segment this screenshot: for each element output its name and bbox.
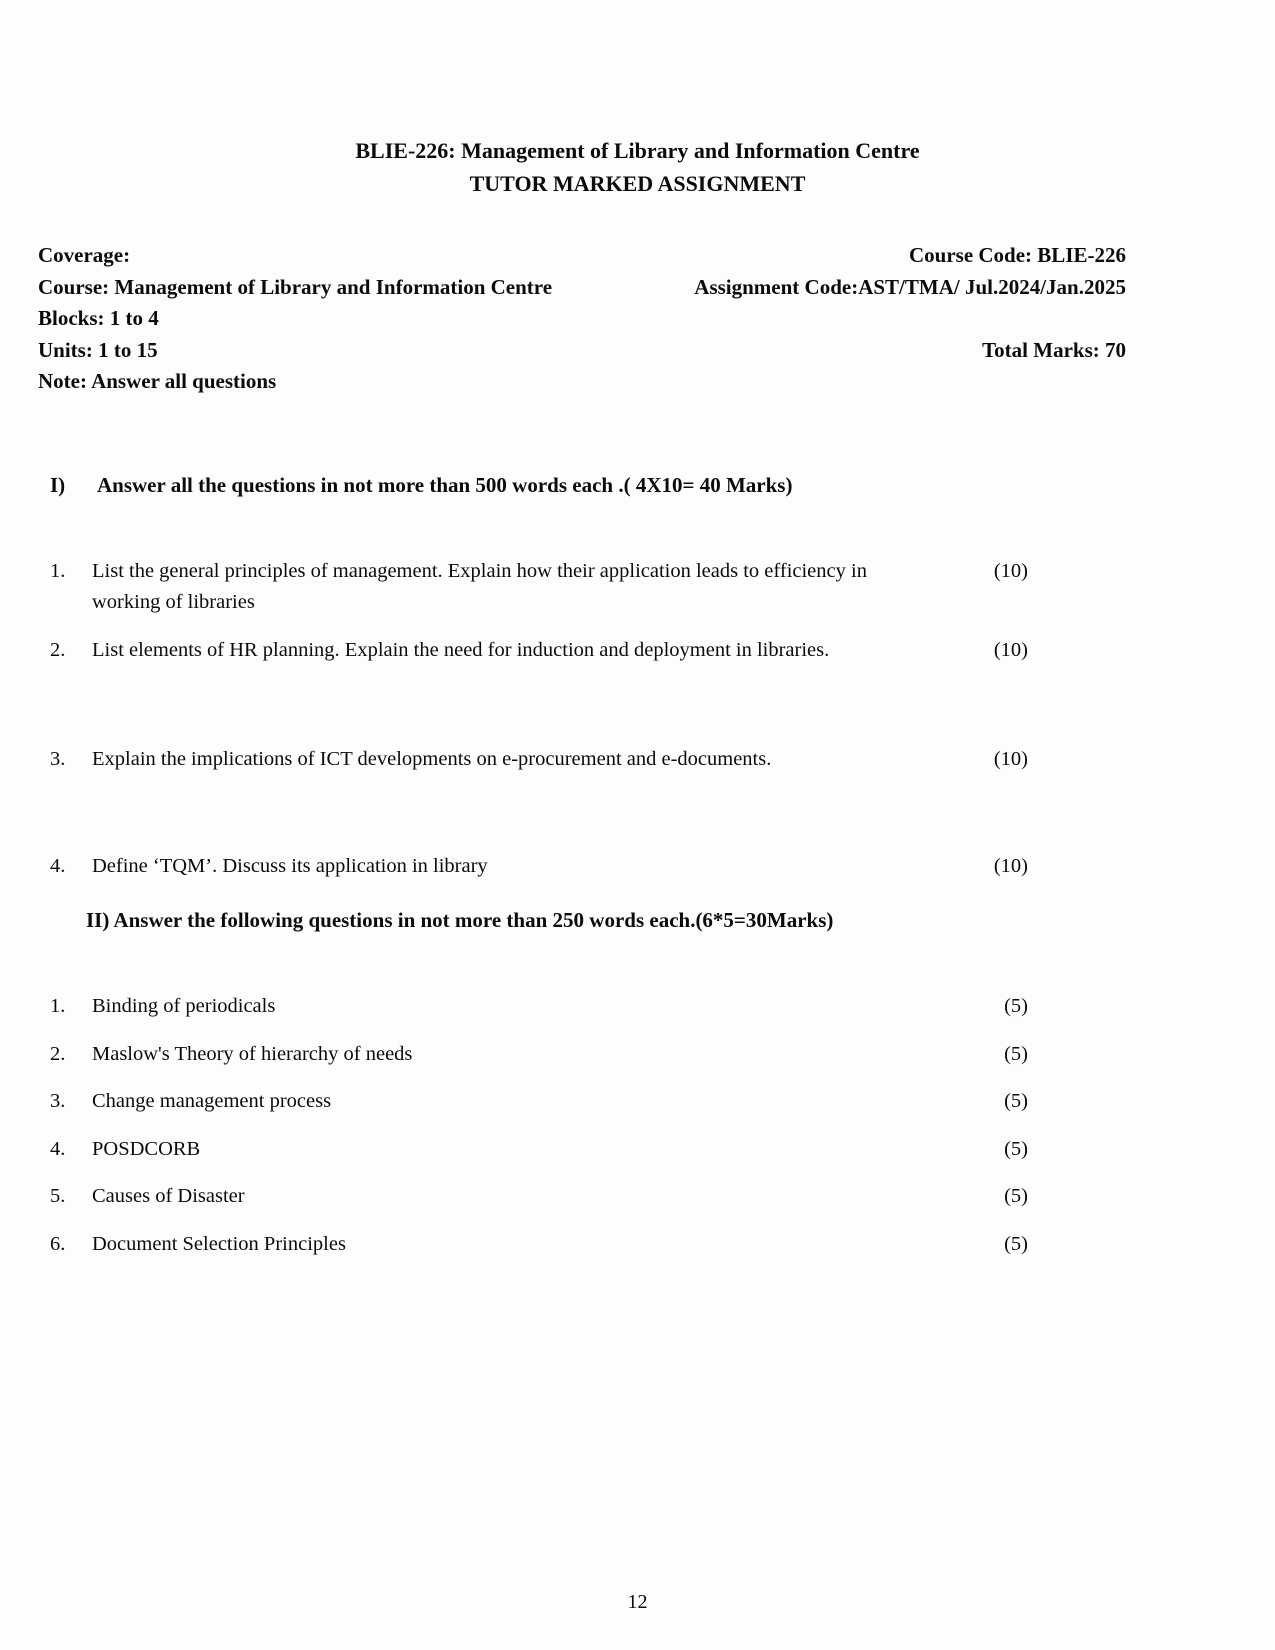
question-number: 3. bbox=[50, 1090, 66, 1112]
question-number: 1. bbox=[50, 995, 66, 1017]
question-row bbox=[50, 1090, 1028, 1138]
question-text: Maslow's Theory of hierarchy of needs bbox=[92, 1042, 413, 1065]
question-text: Explain the implications of ICT developments on e-procurement and e-documents. bbox=[92, 748, 772, 770]
question-row bbox=[50, 1185, 1028, 1233]
question-marks: (10) bbox=[993, 748, 1028, 770]
question-text: List elements of HR planning. Explain the need for induction and deployment in libraries. bbox=[92, 639, 830, 661]
question-number: 6. bbox=[50, 1232, 66, 1255]
meta-row-coverage bbox=[38, 240, 1126, 272]
assignment-type-line: TUTOR MARKED ASSIGNMENT bbox=[469, 171, 806, 196]
question-row bbox=[50, 1233, 1028, 1281]
coverage-label: Coverage: bbox=[38, 243, 131, 267]
question-row bbox=[50, 1138, 1028, 1186]
section1-heading-text: Answer all the questions in not more than 500 words each .( 4X10= 40 Marks) bbox=[97, 473, 793, 497]
question-number: 3. bbox=[50, 748, 66, 770]
assignment-code: Assignment Code:AST/TMA/ Jul.2024/Jan.2025 bbox=[694, 274, 1126, 299]
total-marks: Total Marks: 70 bbox=[982, 337, 1126, 362]
section1-numeral: I) bbox=[50, 473, 66, 497]
assignment-meta-block bbox=[38, 240, 1126, 398]
section1-heading bbox=[50, 472, 1028, 498]
question-text: Binding of periodicals bbox=[92, 995, 276, 1017]
question-number: 4. bbox=[50, 855, 66, 877]
question-marks: (10) bbox=[993, 855, 1028, 877]
question-marks: (5) bbox=[1004, 1232, 1028, 1255]
question-row bbox=[50, 635, 1028, 666]
page-number: 12 bbox=[627, 1591, 648, 1613]
question-marks: (5) bbox=[1004, 995, 1028, 1017]
question-marks: (10) bbox=[993, 639, 1028, 661]
document-title bbox=[0, 134, 1275, 200]
question-number: 1. bbox=[50, 560, 66, 582]
question-row bbox=[50, 851, 1028, 882]
course-code: Course Code: BLIE-226 bbox=[908, 243, 1126, 267]
section2-question-list bbox=[50, 995, 1028, 1280]
blocks-range: Blocks: 1 to 4 bbox=[38, 306, 159, 330]
question-number: 2. bbox=[50, 1042, 66, 1065]
question-text: POSDCORB bbox=[92, 1137, 201, 1160]
question-marks: (5) bbox=[1004, 1185, 1028, 1207]
question-row bbox=[50, 744, 1028, 775]
meta-row-units bbox=[38, 335, 1126, 367]
question-row bbox=[50, 556, 1028, 618]
question-marks: (10) bbox=[993, 560, 1028, 582]
course-name: Course: Management of Library and Information Centre bbox=[38, 274, 553, 299]
question-marks: (5) bbox=[1004, 1090, 1028, 1112]
question-marks: (5) bbox=[1004, 1137, 1028, 1160]
question-marks: (5) bbox=[1004, 1042, 1028, 1065]
question-row bbox=[50, 995, 1028, 1043]
question-text: Document Selection Principles bbox=[92, 1232, 346, 1255]
question-number: 2. bbox=[50, 639, 66, 661]
course-title-line: BLIE-226: Management of Library and Information Centre bbox=[355, 138, 920, 163]
question-text: Causes of Disaster bbox=[92, 1185, 245, 1207]
question-text: Define ‘TQM’. Discuss its application in library bbox=[92, 855, 488, 877]
question-text: List the general principles of management. Explain how their application leads to efficiency in working of libraries bbox=[92, 560, 867, 613]
question-text: Change management process bbox=[92, 1090, 332, 1112]
question-row bbox=[50, 1043, 1028, 1091]
section2-heading: II) Answer the following questions in not more than 250 words each.(6*5=30Marks) bbox=[86, 908, 834, 932]
meta-row-course bbox=[38, 272, 1126, 304]
question-number: 4. bbox=[50, 1137, 66, 1160]
units-range: Units: 1 to 15 bbox=[38, 337, 158, 362]
question-number: 5. bbox=[50, 1185, 66, 1207]
note-line: Note: Answer all questions bbox=[38, 369, 277, 393]
